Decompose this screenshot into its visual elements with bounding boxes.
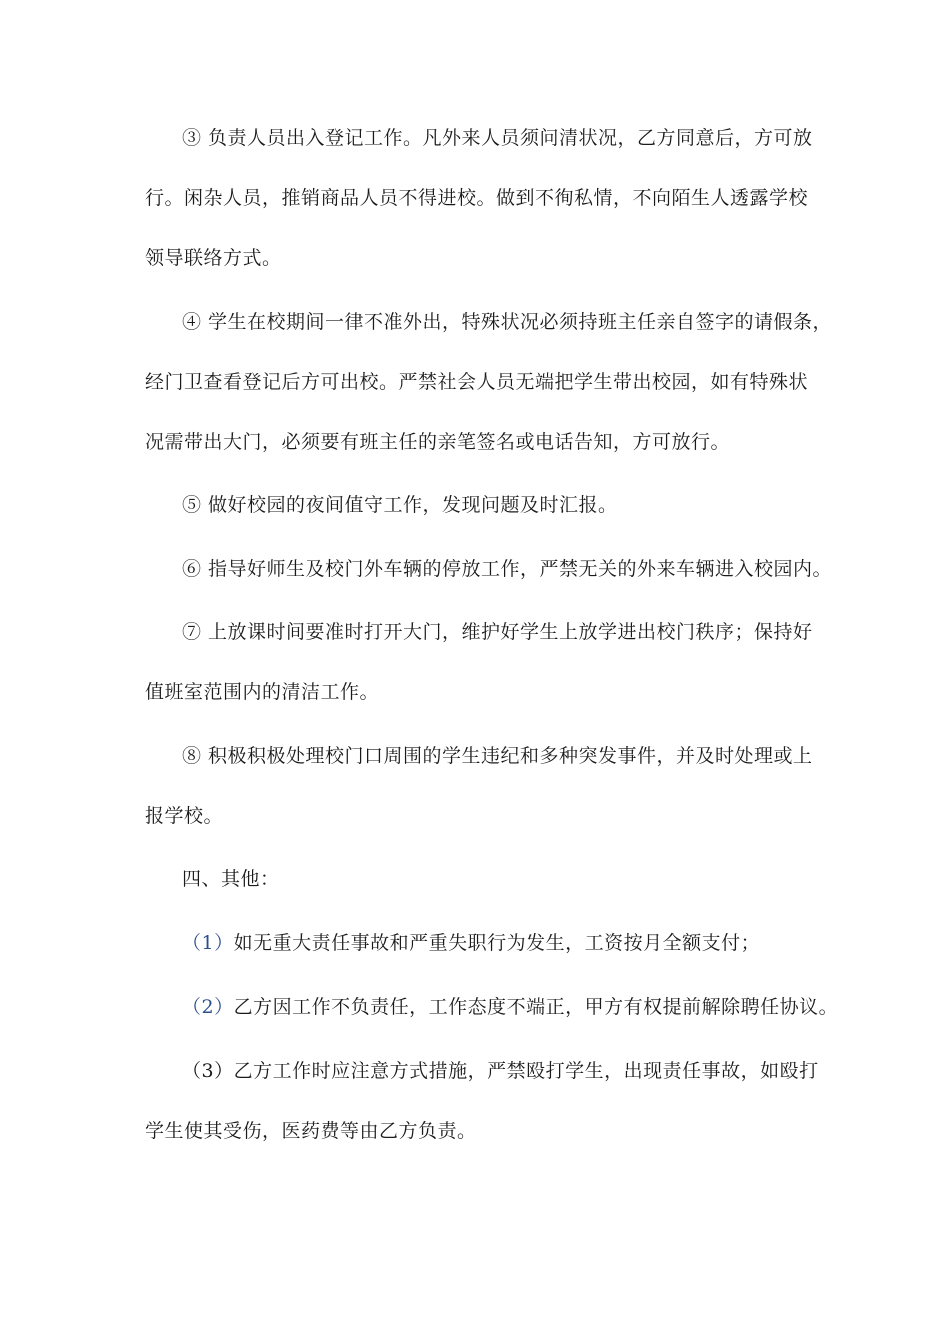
paragraph-2-number: （2） [182, 996, 234, 1018]
item-6-line-1: ⑥ 指导好师生及校门外车辆的停放工作，严禁无关的外来车辆进入校园内。 [182, 558, 833, 580]
item-7-line-1: ⑦ 上放课时间要准时打开大门，维护好学生上放学进出校门秩序；保持好 [182, 621, 813, 643]
item-3-line-3: 领导联络方式。 [145, 247, 282, 269]
item-8-line-1: ⑧ 积极积极处理校门口周围的学生违纪和多种突发事件，并及时处理或上 [182, 745, 813, 767]
item-4-line-3: 况需带出大门，必须要有班主任的亲笔签名或电话告知，方可放行。 [145, 431, 731, 453]
section-4-paragraph-2 [182, 995, 838, 1019]
paragraph-3-text: 乙方工作时应注意方式措施，严禁殴打学生，出现责任事故，如殴打 [233, 1060, 819, 1082]
item-8-line-2: 报学校。 [145, 805, 224, 827]
item-3-line-2: 行。闲杂人员，推销商品人员不得进校。做到不徇私情，不向陌生人透露学校 [145, 187, 809, 209]
item-7-line-2: 值班室范围内的清洁工作。 [145, 681, 380, 703]
item-3-line-1: ③ 负责人员出入登记工作。凡外来人员须问清状况，乙方同意后，方可放 [182, 127, 813, 149]
section-4-paragraph-3-line-2: 学生使其受伤，医药费等由乙方负责。 [145, 1120, 477, 1142]
item-5-line-1: ⑤ 做好校园的夜间值守工作，发现问题及时汇报。 [182, 494, 618, 516]
section-4-paragraph-3 [182, 1059, 819, 1083]
item-4-line-2: 经门卫查看登记后方可出校。严禁社会人员无端把学生带出校园，如有特殊状 [145, 371, 809, 393]
paragraph-3-number: （3） [182, 1060, 234, 1082]
paragraph-1-number: （1） [182, 932, 234, 954]
paragraph-2-text: 乙方因工作不负责任，工作态度不端正，甲方有权提前解除聘任协议。 [233, 996, 839, 1018]
section-4-paragraph-1 [182, 931, 760, 955]
paragraph-1-text: 如无重大责任事故和严重失职行为发生，工资按月全额支付； [233, 932, 761, 954]
section-4-heading: 四、其他： [182, 868, 280, 890]
item-4-line-1: ④ 学生在校期间一律不准外出，特殊状况必须持班主任亲自签字的请假条， [182, 311, 833, 333]
